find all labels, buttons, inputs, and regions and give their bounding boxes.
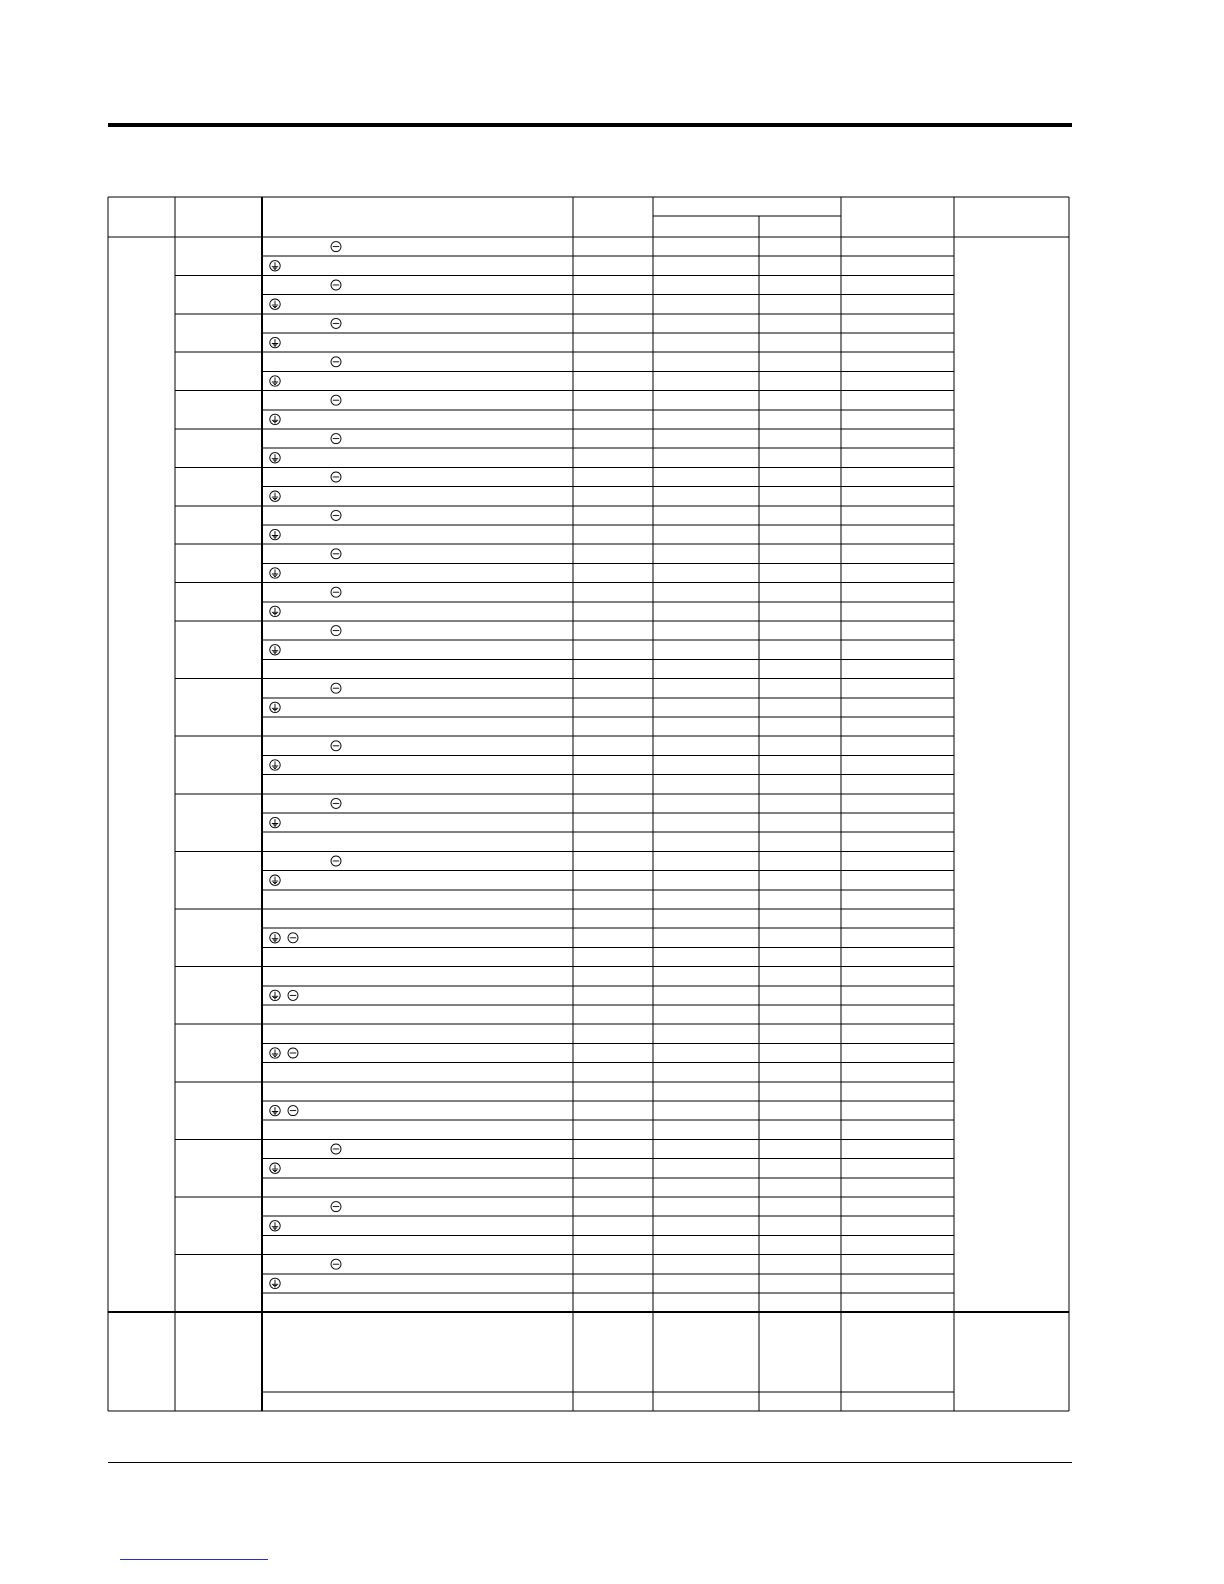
footer-rule bbox=[108, 1462, 1072, 1463]
ground-circle-icon bbox=[270, 453, 280, 463]
minus-circle-icon bbox=[331, 683, 341, 693]
minus-circle-icon bbox=[331, 856, 341, 866]
minus-circle-icon bbox=[331, 318, 341, 328]
ground-circle-icon bbox=[270, 1105, 280, 1115]
ground-circle-icon bbox=[270, 529, 280, 539]
minus-circle-icon bbox=[331, 1202, 341, 1212]
ground-circle-icon bbox=[270, 568, 280, 578]
ground-circle-icon bbox=[270, 376, 280, 386]
ground-circle-icon bbox=[270, 337, 280, 347]
minus-circle-icon bbox=[288, 990, 298, 1000]
ground-circle-icon bbox=[270, 990, 280, 1000]
ground-circle-icon bbox=[270, 1163, 280, 1173]
ground-circle-icon bbox=[270, 702, 280, 712]
footer-link[interactable] bbox=[120, 1559, 268, 1560]
ground-circle-icon bbox=[270, 491, 280, 501]
minus-circle-icon bbox=[331, 395, 341, 405]
minus-circle-icon bbox=[288, 933, 298, 943]
minus-circle-icon bbox=[331, 1259, 341, 1269]
minus-circle-icon bbox=[331, 434, 341, 444]
ground-circle-icon bbox=[270, 933, 280, 943]
ground-circle-icon bbox=[270, 606, 280, 616]
minus-circle-icon bbox=[288, 1106, 298, 1116]
minus-circle-icon bbox=[331, 741, 341, 751]
ground-circle-icon bbox=[270, 817, 280, 827]
minus-circle-icon bbox=[331, 472, 341, 482]
ground-circle-icon bbox=[270, 1221, 280, 1231]
ground-circle-icon bbox=[270, 760, 280, 770]
minus-circle-icon bbox=[331, 1144, 341, 1154]
minus-circle-icon bbox=[331, 510, 341, 520]
minus-circle-icon bbox=[331, 549, 341, 559]
minus-circle-icon bbox=[331, 242, 341, 252]
minus-circle-icon bbox=[331, 626, 341, 636]
minus-circle-icon bbox=[288, 1048, 298, 1058]
minus-circle-icon bbox=[331, 280, 341, 290]
minus-circle-icon bbox=[331, 587, 341, 597]
ground-circle-icon bbox=[270, 645, 280, 655]
ground-circle-icon bbox=[270, 1048, 280, 1058]
ground-circle-icon bbox=[270, 299, 280, 309]
ground-circle-icon bbox=[270, 261, 280, 271]
minus-circle-icon bbox=[331, 798, 341, 808]
ground-circle-icon bbox=[270, 875, 280, 885]
ground-circle-icon bbox=[270, 414, 280, 424]
minus-circle-icon bbox=[331, 357, 341, 367]
ground-circle-icon bbox=[270, 1278, 280, 1288]
